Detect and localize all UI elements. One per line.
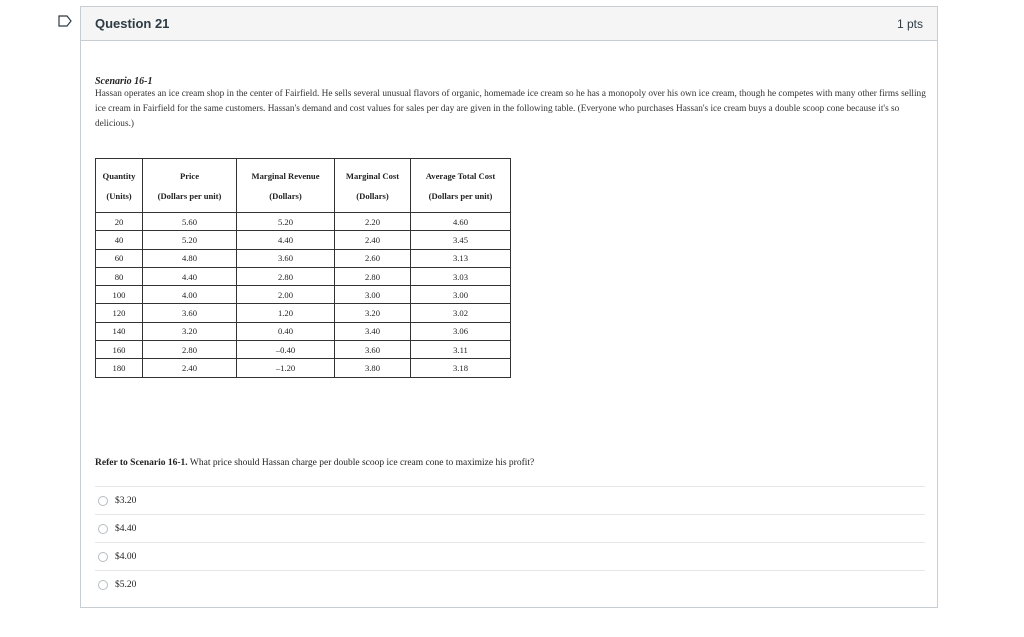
answer-option[interactable] (95, 486, 925, 514)
scenario-title: Scenario 16-1 (95, 76, 153, 87)
table-cell: 3.20 (143, 322, 237, 340)
table-cell: 3.02 (411, 304, 511, 322)
table-row (96, 341, 511, 359)
table-row (96, 267, 511, 285)
radio-button[interactable] (98, 580, 108, 590)
table-cell: 3.60 (335, 341, 411, 359)
question-prompt: Refer to Scenario 16-1. What price should Hassan charge per double scoop ice cream cone to maximize his profit? (95, 458, 535, 468)
table-cell: 3.20 (335, 304, 411, 322)
table-cell: 3.80 (335, 359, 411, 377)
table-header-row (96, 159, 511, 213)
header-average-total-cost: Average Total Cost (Dollars per unit) (411, 159, 511, 213)
answer-label: $4.40 (115, 523, 137, 534)
table-cell: 2.20 (335, 213, 411, 231)
radio-button[interactable] (98, 496, 108, 506)
table-cell: 3.00 (411, 286, 511, 304)
table-cell: 5.20 (143, 231, 237, 249)
answer-label: $3.20 (115, 495, 137, 506)
table-cell: 3.11 (411, 341, 511, 359)
table-cell: –0.40 (237, 341, 335, 359)
table-cell: 3.06 (411, 322, 511, 340)
table-cell: 100 (96, 286, 143, 304)
table-row (96, 304, 511, 322)
data-table (95, 158, 511, 378)
flag-question-icon[interactable] (58, 15, 72, 27)
table-cell: 3.60 (237, 249, 335, 267)
table-cell: 5.20 (237, 213, 335, 231)
table-cell: 3.18 (411, 359, 511, 377)
table-row (96, 249, 511, 267)
table-cell: 2.40 (143, 359, 237, 377)
table-cell: 2.40 (335, 231, 411, 249)
question-header (81, 7, 937, 41)
radio-button[interactable] (98, 524, 108, 534)
question-title: Question 21 (95, 16, 170, 31)
table-cell: 4.00 (143, 286, 237, 304)
table-row (96, 231, 511, 249)
question-card (80, 6, 938, 608)
answer-option[interactable] (95, 514, 925, 542)
table-cell: 3.60 (143, 304, 237, 322)
table-cell: 60 (96, 249, 143, 267)
table-cell: 3.03 (411, 267, 511, 285)
table-cell: 20 (96, 213, 143, 231)
table-cell: 3.00 (335, 286, 411, 304)
answer-label: $5.20 (115, 579, 137, 590)
table-cell: 2.80 (143, 341, 237, 359)
header-marginal-revenue: Marginal Revenue (Dollars) (237, 159, 335, 213)
table-cell: 2.60 (335, 249, 411, 267)
table-cell: 0.40 (237, 322, 335, 340)
table-cell: 40 (96, 231, 143, 249)
table-cell: 180 (96, 359, 143, 377)
table-cell: 120 (96, 304, 143, 322)
table-row (96, 213, 511, 231)
table-cell: 4.40 (237, 231, 335, 249)
question-points: 1 pts (896, 16, 923, 31)
header-quantity: Quantity (Units) (96, 159, 143, 213)
table-cell: 4.80 (143, 249, 237, 267)
table-cell: 2.80 (237, 267, 335, 285)
table-row (96, 322, 511, 340)
table-cell: 160 (96, 341, 143, 359)
table-cell: 1.20 (237, 304, 335, 322)
table-cell: 3.13 (411, 249, 511, 267)
table-cell: 140 (96, 322, 143, 340)
header-price: Price (Dollars per unit) (143, 159, 237, 213)
table-row (96, 359, 511, 377)
table-cell: 3.45 (411, 231, 511, 249)
table-cell: 4.60 (411, 213, 511, 231)
table-cell: –1.20 (237, 359, 335, 377)
table-cell: 3.40 (335, 322, 411, 340)
answer-option[interactable] (95, 570, 925, 598)
table-cell: 2.80 (335, 267, 411, 285)
table-row (96, 286, 511, 304)
answer-label: $4.00 (115, 551, 137, 562)
table-cell: 80 (96, 267, 143, 285)
scenario-text: Hassan operates an ice cream shop in the center of Fairfield. He sells several unusual flavors of organic, homemade ice cream so he has a monopoly over his own ice cream, though he competes with many other firms selling ice cream in Fairfield for the same customers. Hassan's demand and cost values for sales per day are given in the following table. (Everyone who purchases Hassan's ice cream buys a double scoop cone because it's so delicious.) (95, 89, 926, 129)
table-cell: 4.40 (143, 267, 237, 285)
answer-option[interactable] (95, 542, 925, 570)
table-cell: 5.60 (143, 213, 237, 231)
radio-button[interactable] (98, 552, 108, 562)
answer-list (95, 486, 925, 598)
header-marginal-cost: Marginal Cost (Dollars) (335, 159, 411, 213)
table-cell: 2.00 (237, 286, 335, 304)
